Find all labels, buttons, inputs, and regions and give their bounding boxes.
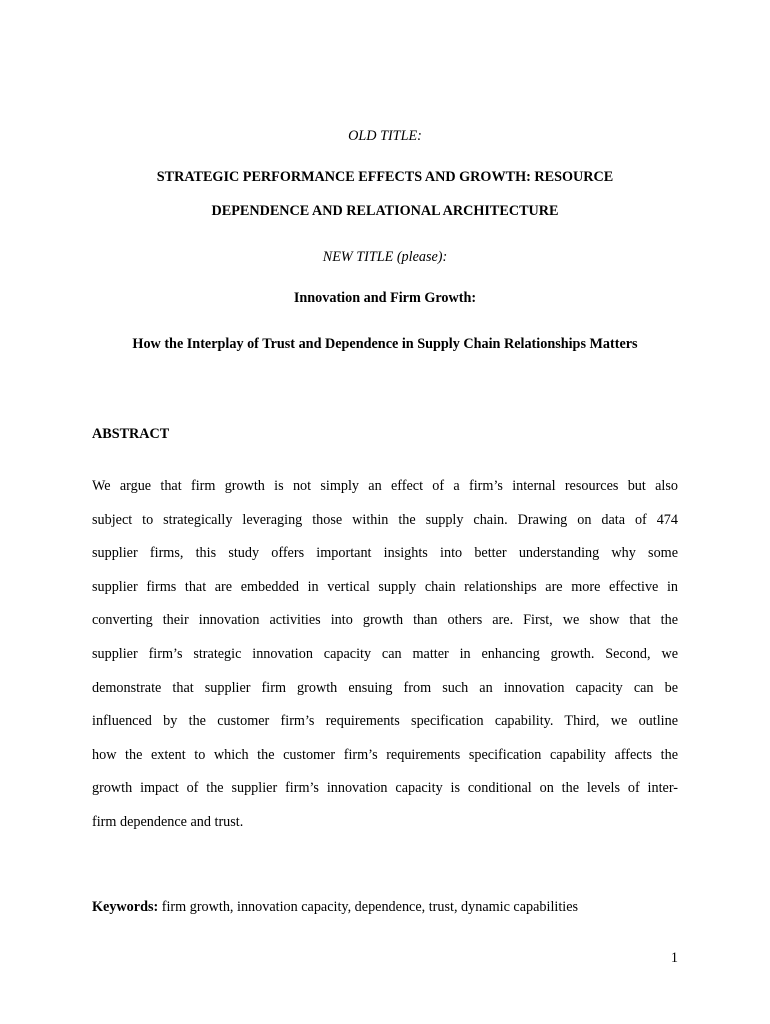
abstract-line: supplier firms, this study offers important insights into better understanding why some xyxy=(92,545,678,562)
abstract-line: firm dependence and trust. xyxy=(92,813,244,830)
keywords-label: Keywords: xyxy=(92,899,159,915)
abstract-line: supplier firms that are embedded in vertical supply chain relationships are more effective in xyxy=(92,578,678,595)
abstract-line: how the extent to which the customer firm’s requirements specification capability affects the xyxy=(92,746,678,763)
keywords-text: firm growth, innovation capacity, dependence, trust, dynamic capabilities xyxy=(158,899,579,915)
abstract-line: subject to strategically leveraging those within the supply chain. Drawing on data of 474 xyxy=(92,511,678,528)
new-title-line-1: Innovation and Firm Growth: xyxy=(293,290,477,306)
old-title-line-2: DEPENDENCE AND RELATIONAL ARCHITECTURE xyxy=(211,203,559,219)
abstract-line: influenced by the customer firm’s requirements specification capability. Third, we outline xyxy=(92,713,678,730)
old-title-label: OLD TITLE: xyxy=(348,128,422,144)
new-title-label: NEW TITLE (please): xyxy=(322,249,448,265)
keywords xyxy=(92,898,578,916)
abstract-line: converting their innovation activities into growth than others are. First, we show that the xyxy=(92,612,678,629)
abstract-heading: ABSTRACT xyxy=(92,426,170,442)
abstract-line: growth impact of the supplier firm’s innovation capacity is conditional on the levels of inter- xyxy=(92,780,678,797)
abstract-body xyxy=(92,470,678,840)
page-number: 1 xyxy=(670,950,678,966)
old-title-line-1: STRATEGIC PERFORMANCE EFFECTS AND GROWTH: RESOURCE xyxy=(156,169,614,185)
abstract-line: We argue that firm growth is not simply an effect of a firm’s internal resources but also xyxy=(92,478,678,494)
abstract-line: supplier firm’s strategic innovation capacity can matter in enhancing growth. Second, we xyxy=(92,645,678,662)
new-title-line-2: How the Interplay of Trust and Dependence in Supply Chain Relationships Matters xyxy=(132,336,638,352)
abstract-line: demonstrate that supplier firm growth ensuing from such an innovation capacity can be xyxy=(92,679,678,696)
